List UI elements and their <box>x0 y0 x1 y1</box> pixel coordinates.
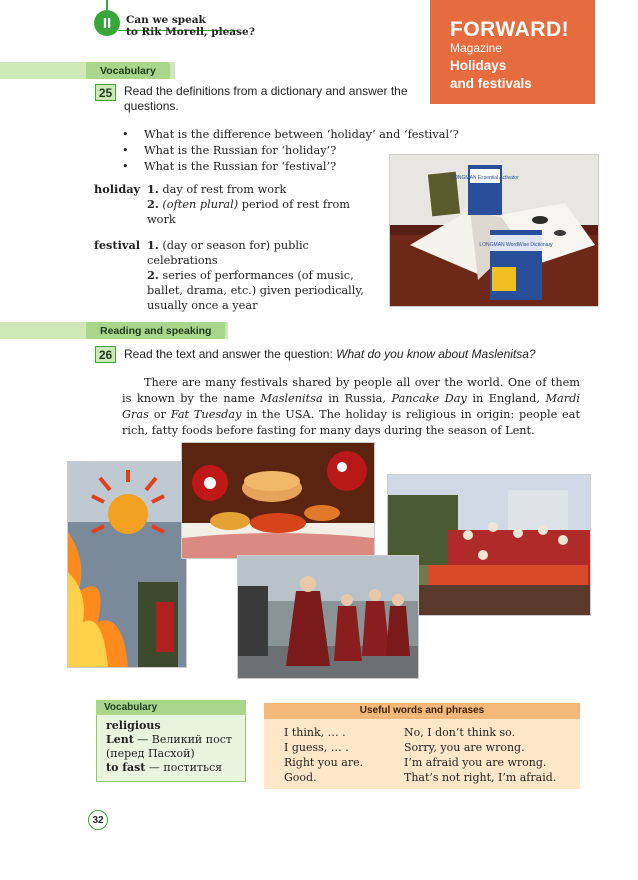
unit-marker-line <box>106 0 108 10</box>
vocabulary-box-header: Vocabulary <box>96 700 246 715</box>
effigy-bonfire-photo <box>68 462 186 667</box>
vocab-fast: to fast — поститься <box>106 761 223 774</box>
question-item: • What is the Russian for ‘festival’? <box>122 159 482 175</box>
reading-text: There are many festivals shared by people all over the world. One of them is known by the name Maslenitsa in Russia, Pancake Day in England, Mardi Gras or Fat Tuesday in the USA. The holiday is religious in origin: people eat rich, fatty foods before fasting for many days during the season of Lent. <box>122 376 580 437</box>
exercise-26-instruction: Read the text and answer the question: What do you know about Maslenitsa? <box>124 347 536 361</box>
magazine-banner <box>430 0 595 104</box>
definition-festival <box>147 238 377 313</box>
definition-item: 2. (often plural) period of rest from work <box>147 197 350 226</box>
phrase-item: Sorry, you are wrong. <box>404 741 525 754</box>
exercise-25-instruction: Read the definitions from a dictionary and answer the questions. <box>124 84 408 113</box>
dictionaries-photo <box>390 155 598 306</box>
phrase-item: Right you are. <box>284 756 364 769</box>
vocab-lent: Lent — Великий пост <box>106 733 232 746</box>
question-item: • What is the difference between ‘holiday’ and ‘festival’? <box>122 127 482 143</box>
definition-holiday <box>147 182 367 227</box>
unit-title <box>126 14 255 38</box>
phrase-item: I’m afraid you are wrong. <box>404 756 547 769</box>
term-festival: festival <box>94 238 141 252</box>
banner-subtitle: Magazine <box>450 41 503 55</box>
vocabulary-box <box>96 700 246 782</box>
useful-phrases-header: Useful words and phrases <box>264 703 580 719</box>
unit-title-line2: to Rik Morell, please? <box>126 26 255 38</box>
question-item: • What is the Russian for ‘holiday’? <box>122 143 482 159</box>
vocab-lent-note: (перед Пасхой) <box>106 747 195 760</box>
useful-phrases-right <box>404 725 556 785</box>
banner-topic <box>450 57 532 93</box>
definition-item: 1. day of rest from work <box>147 182 287 196</box>
banner-title: FORWARD! <box>450 18 570 41</box>
term-holiday: holiday <box>94 182 141 196</box>
definition-item: 1. (day or season for) public celebrations <box>147 238 309 267</box>
phrase-item: Good. <box>284 771 317 784</box>
pancake-race-photo <box>238 556 418 678</box>
section-bar-reading <box>0 322 228 339</box>
page-number: 32 <box>88 810 108 830</box>
phrase-item: I think, … . <box>284 726 346 739</box>
book-label-1: LONGMAN Essential Activator <box>451 175 519 181</box>
banner-topic-line1: Holidays <box>450 58 507 73</box>
section-label-vocabulary: Vocabulary <box>86 62 170 79</box>
unit-title-line1: Can we speak <box>126 14 206 26</box>
section-label-reading: Reading and speaking <box>86 322 225 339</box>
vocabulary-box-content <box>106 719 232 775</box>
pancakes-table-photo <box>182 443 374 558</box>
phrase-item: That’s not right, I’m afraid. <box>404 771 557 784</box>
phrase-item: I guess, … . <box>284 741 349 754</box>
useful-phrases-left <box>284 725 363 785</box>
parade-photo <box>388 475 590 615</box>
exercise-number-26: 26 <box>95 346 116 363</box>
unit-number-badge: II <box>94 10 120 36</box>
vocab-religious: religious <box>106 719 161 732</box>
definition-item: 2. series of performances (of music, ballet, drama, etc.) given periodically, usually once a year <box>147 268 364 312</box>
phrase-item: No, I don’t think so. <box>404 726 516 739</box>
useful-phrases-box <box>264 703 580 789</box>
exercise-number-25: 25 <box>95 84 116 101</box>
book-label-2: LONGMAN WordWise Dictionary <box>479 242 553 248</box>
section-bar-vocabulary <box>0 62 175 79</box>
banner-topic-line2: and festivals <box>450 76 532 91</box>
